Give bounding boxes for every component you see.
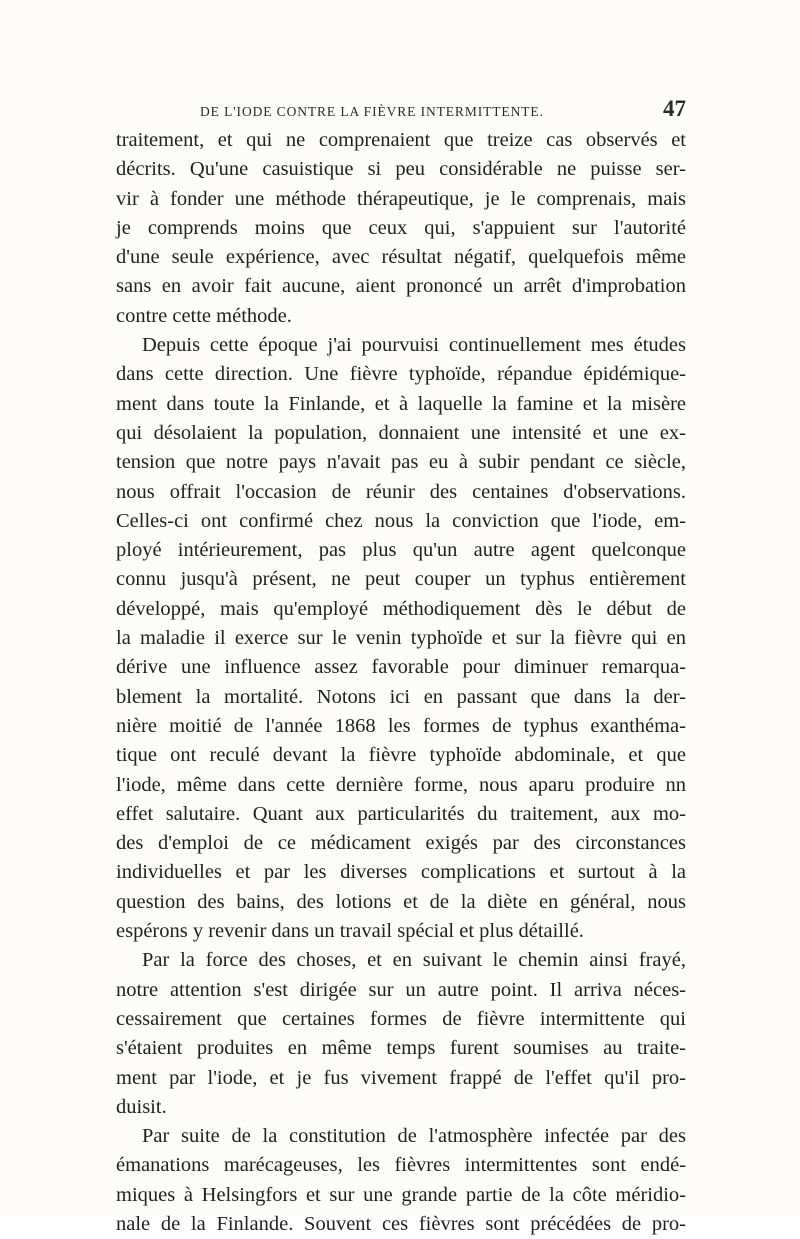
text-line: la maladie il exerce sur le venin typhoïde et sur la fièvre qui en [116, 627, 686, 650]
text-line: nière moitié de l'année 1868 les formes de typhus exanthéma- [116, 714, 686, 737]
text-line: notre attention s'est dirigée sur un autre point. Il arriva néces- [116, 978, 686, 1001]
text-line: nale de la Finlande. Souvent ces fièvres sont précédées de pro- [116, 1212, 686, 1235]
text-line: tique ont reculé devant la fièvre typhoïde abdominale, et que [116, 744, 686, 767]
text-line: question des bains, des lotions et de la diète en général, nous [116, 890, 686, 913]
text-line: connu jusqu'à présent, ne peut couper un typhus entièrement [116, 568, 686, 591]
text-line: traitement, et qui ne comprenaient que treize cas observés et [116, 129, 686, 151]
text-line: duisit. [116, 1095, 167, 1118]
text-line: décrits. Qu'une casuistique si peu considérable ne puisse ser- [116, 158, 686, 181]
text-line: nous offrait l'occasion de réunir des centaines d'observations. [116, 480, 686, 503]
text-line: contre cette méthode. [116, 304, 292, 327]
text-line: ment dans toute la Finlande, et à laquelle la famine et la misère [116, 392, 686, 415]
text-line: Celles-ci ont confirmé chez nous la conviction que l'iode, em- [116, 509, 686, 532]
text-line: Depuis cette époque j'ai pourvuisi continuellement mes études [142, 334, 686, 357]
running-title: DE L'IODE CONTRE LA FIÈVRE INTERMITTENTE. [200, 104, 544, 119]
text-line: qui désolaient la population, donnaient une intensité et une ex- [116, 421, 686, 444]
text-line: tension que notre pays n'avait pas eu à subir pendant ce siècle, [116, 451, 686, 474]
body-text [116, 126, 686, 1239]
text-line: dérive une influence assez favorable pour diminuer remarqua- [116, 656, 686, 679]
text-line: cessairement que certaines formes de fièvre intermittente qui [116, 1007, 686, 1030]
text-line: des d'emploi de ce médicament exigés par des circonstances [116, 832, 686, 855]
text-line: miques à Helsingfors et sur une grande partie de la côte méridio- [116, 1183, 686, 1206]
text-line: développé, mais qu'employé méthodiquement dès le début de [116, 597, 686, 620]
text-line: Par suite de la constitution de l'atmosphère infectée par des [142, 1125, 686, 1148]
text-line: vir à fonder une méthode thérapeutique, je le comprenais, mais [116, 187, 686, 210]
text-line: s'étaient produites en même temps furent soumises au traite- [116, 1037, 686, 1060]
page-number: 47 [663, 96, 686, 121]
page-header [116, 96, 686, 124]
text-line: sans en avoir fait aucune, aient prononcé un arrêt d'improbation [116, 275, 686, 298]
text-line: espérons y revenir dans un travail spécial et plus détaillé. [116, 920, 584, 943]
text-line: l'iode, même dans cette dernière forme, nous aparu produire nn [116, 773, 686, 796]
text-line: Par la force des choses, et en suivant le chemin ainsi frayé, [142, 949, 686, 972]
text-line: ment par l'iode, et je fus vivement frappé de l'effet qu'il pro- [116, 1066, 686, 1089]
text-line: effet salutaire. Quant aux particularités du traitement, aux mo- [116, 802, 686, 825]
text-line: d'une seule expérience, avec résultat négatif, quelquefois même [116, 246, 686, 269]
text-line: émanations marécageuses, les fièvres intermittentes sont endé- [116, 1154, 686, 1177]
text-line: je comprends moins que ceux qui, s'appuient sur l'autorité [116, 216, 686, 239]
text-line: blement la mortalité. Notons ici en passant que dans la der- [116, 685, 686, 708]
text-line: ployé intérieurement, pas plus qu'un autre agent quelconque [116, 539, 686, 562]
text-line: dans cette direction. Une fièvre typhoïde, répandue épidémique- [116, 363, 686, 386]
text-line: individuelles et par les diverses complications et surtout à la [116, 861, 686, 884]
